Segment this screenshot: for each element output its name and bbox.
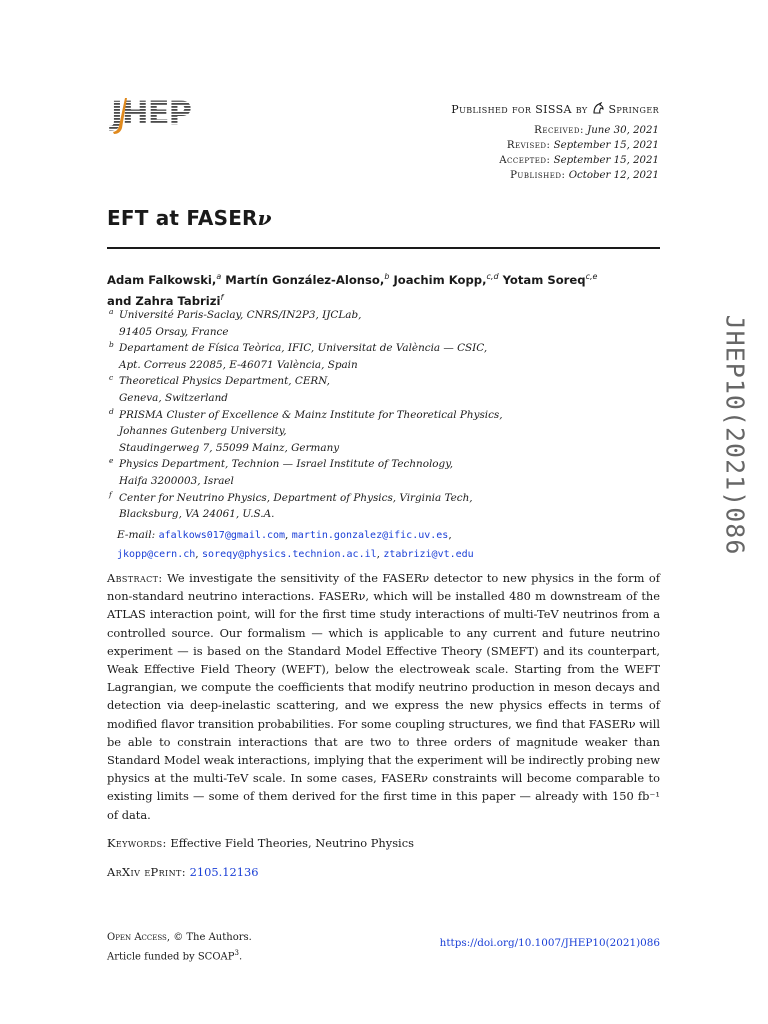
email-link[interactable]: martin.gonzalez@ific.uv.es <box>291 530 449 541</box>
abstract-text: We investigate the sensitivity of the FASERν detector to new physics in the form of non-standard neutrino interactions. FASERν, which will be installed 480 m downstream of the ATLAS interaction point, will for the first time study interactions of multi-TeV neutrinos from a controlled source. Our formalism — which is applicable to any current and future neutrino experiment — is based on the Standard Model Effective Theory (SMEFT) and its counterpart, Weak Effective Field Theory (WEFT), below the electroweak scale. Starting from the WEFT Lagrangian, we compute the coefficients that modify neutrino production in meson decays and detection via deep-inelastic scattering, and we express the new physics effects in terms of modified flavor transition probabilities. For some coupling structures, we find that FASERν will be able to constrain interactions that are two to three orders of magnitude weaker than Standard Model weak interactions, implying that the experiment will be indirectly probing new physics at the multi-TeV scale. In some cases, FASERν constraints will become comparable to existing limits — some of them derived for the first time in this paper — already with 150 fb⁻¹ of data. <box>107 571 660 822</box>
title-nu: ν <box>257 206 272 230</box>
side-stamp-text: JHEP10(2021)086 <box>720 314 750 556</box>
date-label: Received: <box>534 125 584 136</box>
date-label: Revised: <box>506 140 551 151</box>
date-accepted <box>499 153 659 168</box>
arxiv-label: ArXiv ePrint: <box>107 865 186 879</box>
paper-title <box>107 206 272 230</box>
email-label: E-mail: <box>117 529 156 541</box>
copyright-text: © The Authors. <box>173 932 252 943</box>
date-value: June 30, 2021 <box>587 125 659 136</box>
date-value: September 15, 2021 <box>553 155 659 166</box>
title-text: EFT at FASER <box>107 206 258 230</box>
open-access-note <box>107 930 252 964</box>
email-link[interactable]: ztabrizi@vt.edu <box>383 549 474 560</box>
author: Yotam Soreq$^{c,e}$ <box>502 272 598 287</box>
date-published <box>499 168 659 183</box>
keywords <box>107 836 414 850</box>
affiliation-item: a Université Paris-Saclay, CNRS/IN2P3, IJCLab, 91405 Orsay, France <box>109 307 362 338</box>
affiliations <box>107 307 577 523</box>
funded-end: . <box>238 950 243 962</box>
email-link[interactable]: afalkows017@gmail.com <box>158 530 286 541</box>
author: Joachim Kopp,$^{c,d}$ <box>393 272 499 287</box>
author: Adam Falkowski,$^a$ <box>107 272 222 287</box>
keywords-value: Effective Field Theories, Neutrino Physics <box>170 836 414 850</box>
funded-sup: 3 <box>234 948 239 957</box>
abstract-label: Abstract: <box>107 571 163 585</box>
keywords-label: Keywords: <box>107 836 167 850</box>
arxiv-eprint <box>107 865 258 879</box>
abstract <box>107 569 660 824</box>
affiliation-item: e Physics Department, Technion — Israel Institute of Technology, Haifa 3200003, Israel <box>109 456 454 487</box>
funded-text: Article funded by SCOAP <box>107 950 235 962</box>
date-value: October 12, 2021 <box>568 170 659 181</box>
journal-side-stamp <box>720 270 750 600</box>
date-label: Published: <box>510 170 566 181</box>
published-for-line <box>451 102 659 116</box>
author: Martín González-Alonso,$^b$ <box>225 272 390 287</box>
publication-dates <box>499 123 659 183</box>
author: and Zahra Tabrizi$^f$ <box>107 292 224 308</box>
email-link[interactable]: jkopp@cern.ch <box>117 549 196 560</box>
jhep-logo <box>107 94 219 134</box>
jhep-logo-graphic <box>107 94 219 134</box>
title-rule <box>107 247 660 249</box>
arxiv-link[interactable]: 2105.12136 <box>189 865 259 879</box>
date-revised <box>499 138 659 153</box>
email-link[interactable]: soreqy@physics.technion.ac.il <box>202 549 377 560</box>
affiliation-item: d PRISMA Cluster of Excellence & Mainz Institute for Theoretical Physics, Johannes Gutenberg University, Staudingerweg 7, 55099 Mainz, Germany <box>109 406 503 454</box>
svg-text:JHEP: JHEP <box>111 94 191 132</box>
affiliation-item: f Center for Neutrino Physics, Department of Physics, Virginia Tech, Blacksburg, VA 24061, U.S.A. <box>109 489 473 521</box>
author-list <box>107 268 627 310</box>
date-value: September 15, 2021 <box>553 140 659 151</box>
date-received <box>499 123 659 138</box>
affiliation-item: b Departament de Física Teòrica, IFIC, Universitat de València — CSIC, Apt. Correus 22085, E-46071 València, Spain <box>109 340 488 371</box>
date-label: Accepted: <box>499 155 551 166</box>
publisher-name: Springer <box>608 103 659 116</box>
email-block: E-mail: afalkows017@gmail.com, martin.gonzalez@ific.uv.es, jkopp@cern.ch, soreqy@physics.technion.ac.il, ztabrizi@vt.edu <box>117 529 474 560</box>
springer-horse-icon <box>592 102 605 115</box>
affiliation-item: c Theoretical Physics Department, CERN, Geneva, Switzerland <box>109 373 330 404</box>
open-access-label: Open Access, <box>107 932 171 943</box>
published-for-text: Published for SISSA by <box>451 103 588 116</box>
doi-link[interactable]: https://doi.org/10.1007/JHEP10(2021)086 <box>439 937 660 949</box>
